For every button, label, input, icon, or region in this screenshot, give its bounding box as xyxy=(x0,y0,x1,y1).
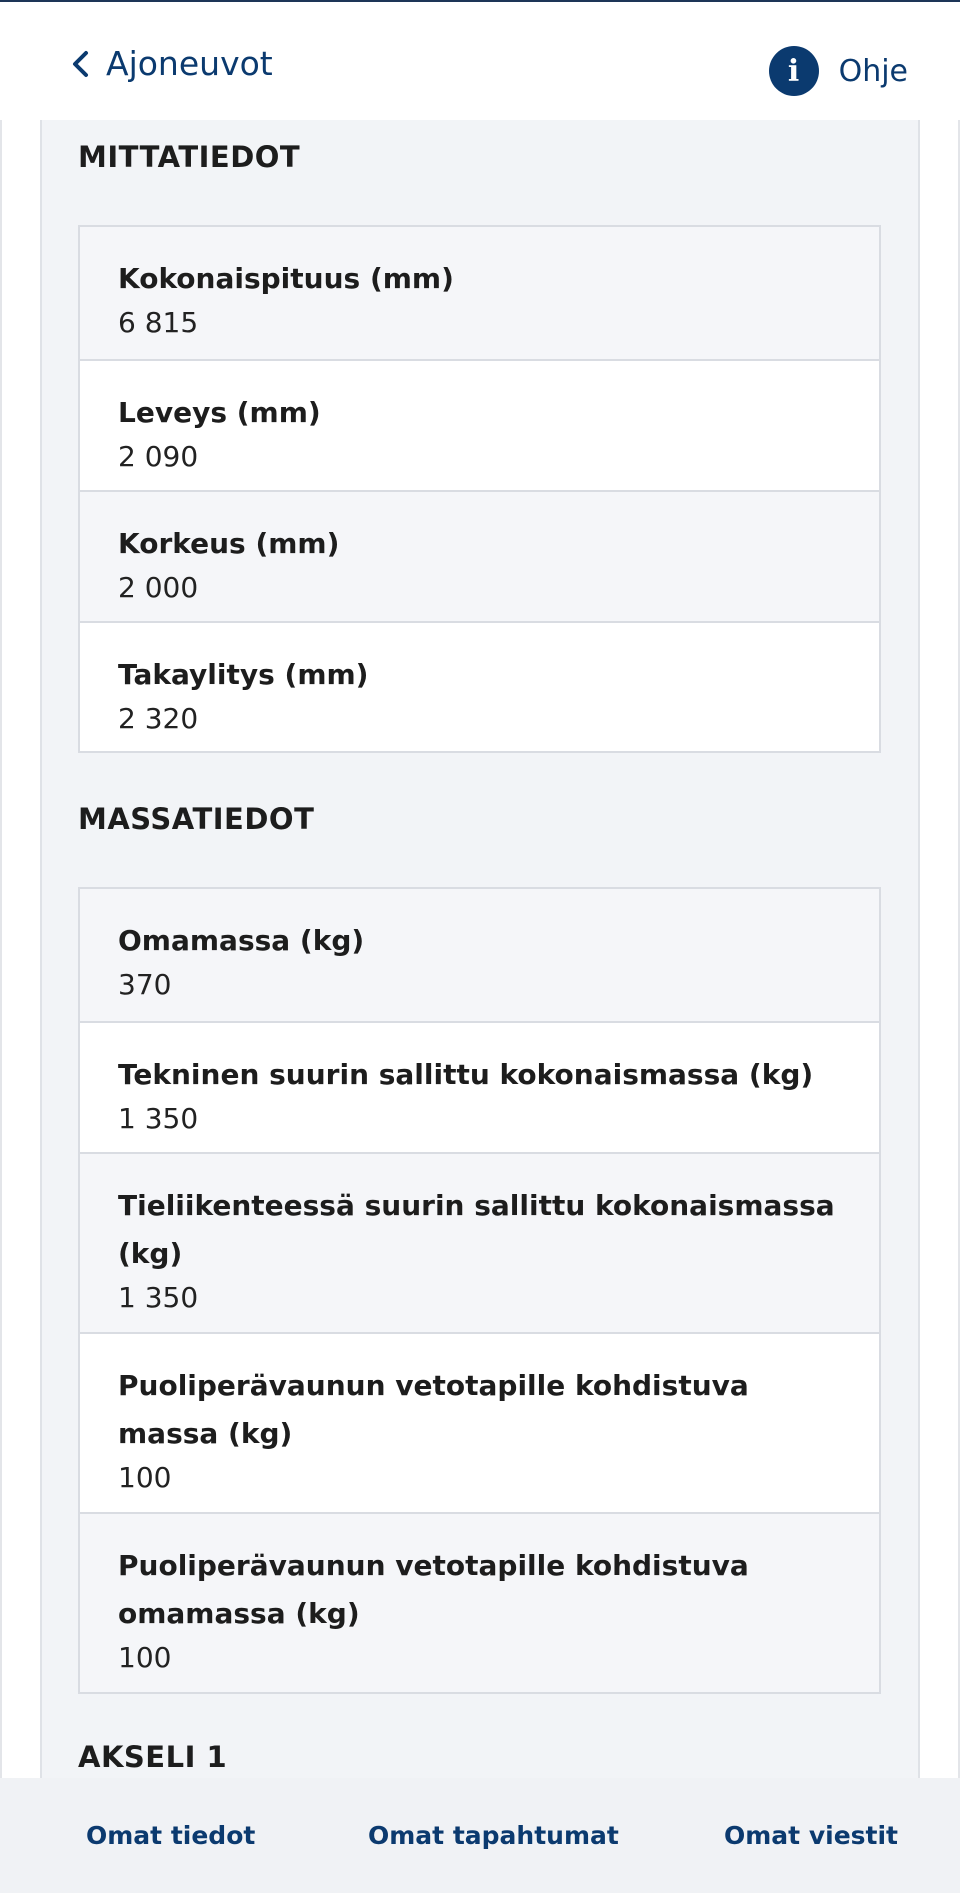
help-button[interactable] xyxy=(769,46,908,96)
table-row xyxy=(80,621,879,751)
app-header xyxy=(0,2,960,120)
nav-omat-tapahtumat[interactable]: Omat tapahtumat xyxy=(368,1821,619,1850)
nav-omat-tiedot[interactable]: Omat tiedot xyxy=(86,1821,256,1850)
row-value: 1 350 xyxy=(118,1102,199,1135)
back-link-label: Ajoneuvot xyxy=(106,44,273,83)
back-link[interactable] xyxy=(70,44,273,83)
info-icon: i xyxy=(769,46,819,96)
table-row xyxy=(80,1021,879,1152)
table-row xyxy=(80,889,879,1021)
page-border-left xyxy=(0,120,2,1780)
row-label: Korkeus (mm) xyxy=(118,527,340,560)
row-value: 2 000 xyxy=(118,571,199,604)
bottom-navigation xyxy=(0,1778,960,1893)
section-title-mittatiedot: MITTATIEDOT xyxy=(78,140,301,174)
row-label: Leveys (mm) xyxy=(118,396,321,429)
row-value: 2 320 xyxy=(118,702,199,735)
table-row xyxy=(80,490,879,621)
section-title-akseli-1: AKSELI 1 xyxy=(78,1740,228,1774)
section-title-massatiedot: MASSATIEDOT xyxy=(78,802,315,836)
table-row xyxy=(80,1512,879,1692)
mass-table xyxy=(78,887,881,1694)
row-value: 100 xyxy=(118,1461,172,1494)
row-label: Puoliperävaunun vetotapille kohdistuva massa (kg) xyxy=(118,1369,749,1450)
row-label: Tekninen suurin sallittu kokonaismassa (kg) xyxy=(118,1058,814,1091)
row-label: Kokonaispituus (mm) xyxy=(118,262,454,295)
row-value: 2 090 xyxy=(118,440,199,473)
row-value: 1 350 xyxy=(118,1281,199,1314)
table-row xyxy=(80,1152,879,1332)
help-label: Ohje xyxy=(838,53,908,89)
row-value: 6 815 xyxy=(118,306,199,339)
row-value: 370 xyxy=(118,968,172,1001)
row-label: Puoliperävaunun vetotapille kohdistuva omamassa (kg) xyxy=(118,1549,749,1630)
nav-omat-viestit[interactable]: Omat viestit xyxy=(724,1821,898,1850)
row-label: Takaylitys (mm) xyxy=(118,658,369,691)
table-row xyxy=(80,359,879,490)
row-label: Tieliikenteessä suurin sallittu kokonaismassa (kg) xyxy=(118,1189,835,1270)
dimensions-table xyxy=(78,225,881,753)
chevron-left-icon xyxy=(70,50,90,78)
row-value: 100 xyxy=(118,1641,172,1674)
table-row xyxy=(80,1332,879,1512)
row-label: Omamassa (kg) xyxy=(118,924,365,957)
table-row xyxy=(80,227,879,359)
